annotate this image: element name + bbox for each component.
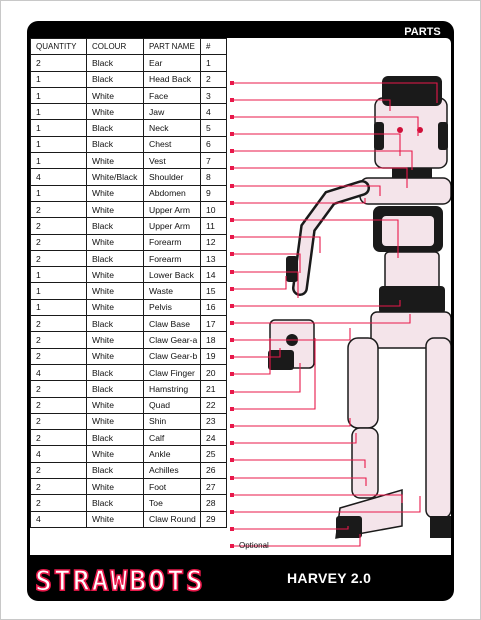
cell-colour: White <box>87 446 144 462</box>
table-row <box>31 87 227 103</box>
cell-quantity: 1 <box>31 104 87 120</box>
strawbots-logo <box>33 565 283 595</box>
cell-number: 23 <box>201 413 227 429</box>
brand-text: STRAWBOTS <box>35 565 205 595</box>
cell-part-name: Shoulder <box>144 169 201 185</box>
cell-colour: Black <box>87 381 144 397</box>
cell-part-name: Pelvis <box>144 299 201 315</box>
header-quantity: QUANTITY <box>31 39 87 55</box>
cell-number: 20 <box>201 364 227 380</box>
cell-number: 25 <box>201 446 227 462</box>
cell-number: 18 <box>201 332 227 348</box>
cell-number: 13 <box>201 250 227 266</box>
cell-part-name: Quad <box>144 397 201 413</box>
cell-number: 29 <box>201 511 227 527</box>
cell-part-name: Forearm <box>144 234 201 250</box>
cell-quantity: 2 <box>31 250 87 266</box>
cell-part-name: Calf <box>144 430 201 446</box>
table-row <box>31 283 227 299</box>
cell-part-name: Achilles <box>144 462 201 478</box>
cell-part-name: Claw Base <box>144 316 201 332</box>
cell-part-name: Forearm <box>144 250 201 266</box>
cell-quantity: 1 <box>31 185 87 201</box>
cell-colour: White <box>87 153 144 169</box>
cell-number: 7 <box>201 153 227 169</box>
cell-quantity: 4 <box>31 364 87 380</box>
cell-colour: White <box>87 267 144 283</box>
robot-figure <box>268 76 451 538</box>
cell-number: 26 <box>201 462 227 478</box>
cell-part-name: Hamstring <box>144 381 201 397</box>
cell-colour: Black <box>87 495 144 511</box>
model-name: HARVEY 2.0 <box>287 570 372 586</box>
table-row <box>31 136 227 152</box>
cell-number: 2 <box>201 71 227 87</box>
cell-quantity: 2 <box>31 479 87 495</box>
cell-colour: Black <box>87 364 144 380</box>
cell-part-name: Shin <box>144 413 201 429</box>
cell-colour: Black <box>87 55 144 71</box>
cell-quantity: 2 <box>31 348 87 364</box>
optional-note: Optional <box>239 541 269 550</box>
cell-number: 28 <box>201 495 227 511</box>
cell-quantity: 2 <box>31 462 87 478</box>
cell-colour: White <box>87 104 144 120</box>
cell-part-name: Chest <box>144 136 201 152</box>
cell-part-name: Claw Finger <box>144 364 201 380</box>
cell-colour: Black <box>87 462 144 478</box>
cell-colour: Black <box>87 316 144 332</box>
cell-colour: White <box>87 332 144 348</box>
cell-part-name: Lower Back <box>144 267 201 283</box>
cell-number: 22 <box>201 397 227 413</box>
cell-quantity: 2 <box>31 55 87 71</box>
cell-quantity: 1 <box>31 87 87 103</box>
cell-part-name: Head Back <box>144 71 201 87</box>
cell-number: 27 <box>201 479 227 495</box>
cell-quantity: 2 <box>31 316 87 332</box>
cell-colour: White/Black <box>87 169 144 185</box>
callout-anchor-dots <box>230 81 234 548</box>
table-row <box>31 120 227 136</box>
cell-quantity: 2 <box>31 218 87 234</box>
cell-quantity: 1 <box>31 299 87 315</box>
table-row <box>31 250 227 266</box>
cell-quantity: 2 <box>31 413 87 429</box>
table-row <box>31 348 227 364</box>
table-row <box>31 364 227 380</box>
table-row <box>31 430 227 446</box>
cell-colour: Black <box>87 120 144 136</box>
cell-quantity: 2 <box>31 397 87 413</box>
cell-quantity: 2 <box>31 332 87 348</box>
cell-quantity: 1 <box>31 136 87 152</box>
cell-part-name: Upper Arm <box>144 218 201 234</box>
cell-part-name: Upper Arm <box>144 201 201 217</box>
table-row <box>31 218 227 234</box>
cell-quantity: 4 <box>31 511 87 527</box>
cell-number: 15 <box>201 283 227 299</box>
cell-colour: Black <box>87 218 144 234</box>
cell-part-name: Jaw <box>144 104 201 120</box>
table-row <box>31 332 227 348</box>
table-row <box>31 55 227 71</box>
cell-quantity: 2 <box>31 234 87 250</box>
cell-colour: White <box>87 87 144 103</box>
cell-number: 4 <box>201 104 227 120</box>
cell-quantity: 4 <box>31 169 87 185</box>
cell-part-name: Ankle <box>144 446 201 462</box>
table-row <box>31 446 227 462</box>
table-row <box>31 153 227 169</box>
cell-colour: White <box>87 348 144 364</box>
table-row <box>31 71 227 87</box>
table-header-row <box>31 39 227 55</box>
cell-number: 19 <box>201 348 227 364</box>
cell-part-name: Ear <box>144 55 201 71</box>
header-colour: COLOUR <box>87 39 144 55</box>
cell-number: 3 <box>201 87 227 103</box>
cell-number: 10 <box>201 201 227 217</box>
cell-number: 8 <box>201 169 227 185</box>
cell-number: 17 <box>201 316 227 332</box>
cell-number: 11 <box>201 218 227 234</box>
cell-quantity: 2 <box>31 495 87 511</box>
cell-number: 16 <box>201 299 227 315</box>
parts-table <box>30 38 227 528</box>
cell-number: 1 <box>201 55 227 71</box>
table-row <box>31 397 227 413</box>
table-row <box>31 495 227 511</box>
cell-number: 12 <box>201 234 227 250</box>
table-row <box>31 169 227 185</box>
cell-part-name: Face <box>144 87 201 103</box>
cell-part-name: Claw Gear-a <box>144 332 201 348</box>
cell-number: 21 <box>201 381 227 397</box>
cell-quantity: 4 <box>31 446 87 462</box>
cell-quantity: 1 <box>31 267 87 283</box>
cell-colour: White <box>87 299 144 315</box>
cell-part-name: Abdomen <box>144 185 201 201</box>
cell-number: 9 <box>201 185 227 201</box>
table-row <box>31 267 227 283</box>
parts-list-title: PARTS <box>404 26 441 38</box>
cell-part-name: Claw Round <box>144 511 201 527</box>
table-row <box>31 201 227 217</box>
table-row <box>31 299 227 315</box>
cell-part-name: Neck <box>144 120 201 136</box>
table-row <box>31 381 227 397</box>
cell-colour: White <box>87 511 144 527</box>
cell-colour: Black <box>87 430 144 446</box>
cell-number: 14 <box>201 267 227 283</box>
cell-quantity: 2 <box>31 430 87 446</box>
content-panel <box>30 38 451 555</box>
cell-colour: Black <box>87 71 144 87</box>
cell-quantity: 1 <box>31 283 87 299</box>
cell-colour: White <box>87 185 144 201</box>
cell-quantity: 2 <box>31 381 87 397</box>
table-row <box>31 316 227 332</box>
cell-part-name: Foot <box>144 479 201 495</box>
cell-part-name: Toe <box>144 495 201 511</box>
cell-colour: White <box>87 283 144 299</box>
cell-number: 6 <box>201 136 227 152</box>
header-number: # <box>201 39 227 55</box>
cell-part-name: Vest <box>144 153 201 169</box>
cell-colour: White <box>87 201 144 217</box>
parts-list-frame <box>27 21 454 601</box>
cell-part-name: Waste <box>144 283 201 299</box>
cell-colour: Black <box>87 136 144 152</box>
cell-number: 24 <box>201 430 227 446</box>
table-row <box>31 462 227 478</box>
cell-colour: White <box>87 413 144 429</box>
cell-number: 5 <box>201 120 227 136</box>
cell-colour: Black <box>87 250 144 266</box>
cell-colour: White <box>87 397 144 413</box>
cell-colour: White <box>87 234 144 250</box>
cell-quantity: 1 <box>31 120 87 136</box>
cell-quantity: 1 <box>31 71 87 87</box>
table-row <box>31 234 227 250</box>
table-row <box>31 511 227 527</box>
cell-part-name: Claw Gear-b <box>144 348 201 364</box>
table-row <box>31 413 227 429</box>
cell-quantity: 2 <box>31 201 87 217</box>
table-row <box>31 479 227 495</box>
parts-table-body <box>31 55 227 528</box>
cell-colour: White <box>87 479 144 495</box>
table-row <box>31 104 227 120</box>
header-part-name: PART NAME <box>144 39 201 55</box>
cell-quantity: 1 <box>31 153 87 169</box>
table-row <box>31 185 227 201</box>
